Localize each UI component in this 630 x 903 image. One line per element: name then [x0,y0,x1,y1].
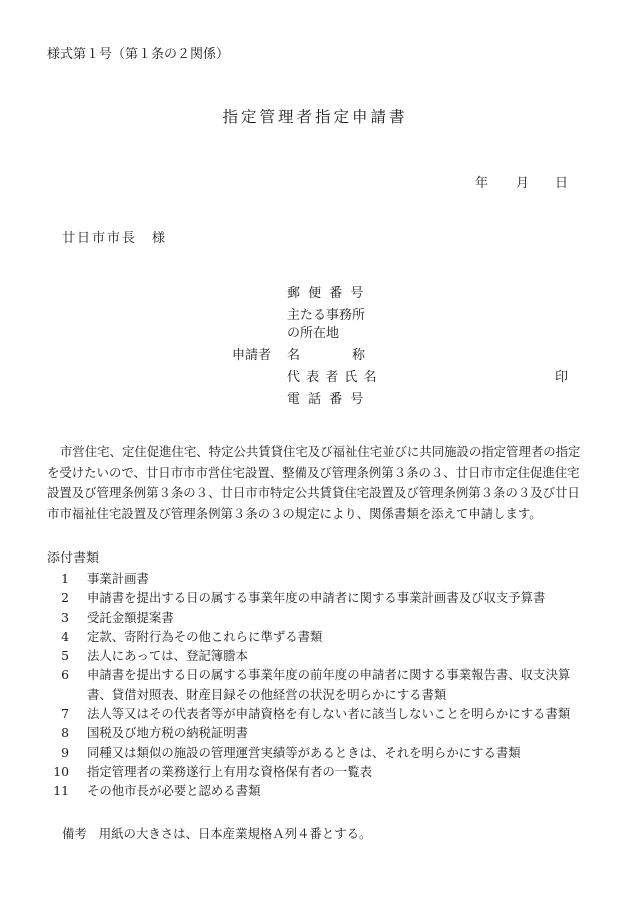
attachment-number: 8 [61,725,69,741]
office-address-label-line1: 主たる事務所 [287,308,366,323]
attachment-item [47,569,592,588]
attachment-number: 2 [61,590,69,606]
applicant-label: 申請者 [232,348,272,363]
office-address-label-line2: の所在地 [287,326,340,341]
attachment-number: 7 [61,706,69,722]
attachment-item [47,665,592,704]
attachment-text: 定款、寄附行為その他これらに準ずる書類 [87,628,323,644]
attachment-number: 3 [61,609,69,625]
attachments-list [47,569,592,801]
seal-mark: 印 [555,370,569,385]
representative-name-label: 代 表 者 氏 名 [287,370,378,385]
remarks-text: 用紙の大きさは、日本産業規格Ａ列４番とする。 [98,826,372,841]
attachment-item [47,781,592,800]
attachment-item [47,762,592,781]
attachment-number: 6 [61,667,69,683]
attachment-number: 4 [61,628,69,644]
date-day-label: 日 [555,176,569,191]
attachment-number: 5 [61,648,69,664]
attachment-text: 同種又は類似の施設の管理運営実績等があるときは、それを明らかにする書類 [87,744,521,760]
remarks [62,824,371,843]
attachment-text: 指定管理者の業務遂行上有用な資格保有者の一覧表 [87,763,372,779]
attachment-item [47,723,592,742]
postal-code-label: 郵 便 番 号 [287,286,366,301]
name-label: 名 称 [287,348,366,363]
attachment-text: 申請書を提出する日の属する事業年度の申請者に関する事業計画書及び収支予算書 [87,590,546,606]
date-month-label: 月 [516,176,530,191]
date-year-label: 年 [475,176,489,191]
attachment-number: 1 [61,571,69,586]
attachment-text: 事業計画書 [87,571,149,586]
attachment-number: 10 [53,763,69,779]
attachment-number: 11 [53,783,69,799]
application-statement: 市営住宅、定住促進住宅、特定公共賃貸住宅及び福祉住宅並びに共同施設の指定管理者の指定を受けたいので、廿日市市市営住宅設置、整備及び管理条例第３条の３、廿日市市定住促進住宅設置及び管理条例第３条の３、廿日市市特定公共賃貸住宅設置及び管理条例第３条の３及び廿日市市福祉住宅設置及び管理条例第３条の３の規定により、関係書類を添えて申請します。 [47,444,581,521]
attachment-text: 法人にあっては、登記簿謄本 [87,648,248,664]
attachment-item [47,627,592,646]
attachment-text: 申請書を提出する日の属する事業年度の前年度の申請者に関する事業報告書、収支決算書、貸借対照表、財産目録その他経営の状況を明らかにする書類 [87,667,571,702]
attachment-item [47,743,592,762]
remarks-label: 備考 [62,826,87,841]
form-number: 様式第１号（第１条の２関係） [47,47,230,62]
attachment-item [47,646,592,665]
attachment-number: 9 [61,744,69,760]
addressee: 廿日市市長 様 [62,231,168,246]
attachment-item [47,704,592,723]
attachment-item [47,608,592,627]
document-title: 指定管理者指定申請書 [222,108,408,126]
attachment-item [47,588,592,607]
attachments-heading: 添付書類 [47,551,100,566]
attachment-text: その他市長が必要と認める書類 [87,783,261,799]
attachment-text: 国税及び地方税の納税証明書 [87,725,249,741]
phone-number-label: 電 話 番 号 [287,392,366,407]
attachment-text: 受託金額提案書 [87,609,174,625]
attachment-text: 法人等又はその代表者等が申請資格を有しない者に該当しないことを明らかにする書類 [87,706,571,722]
